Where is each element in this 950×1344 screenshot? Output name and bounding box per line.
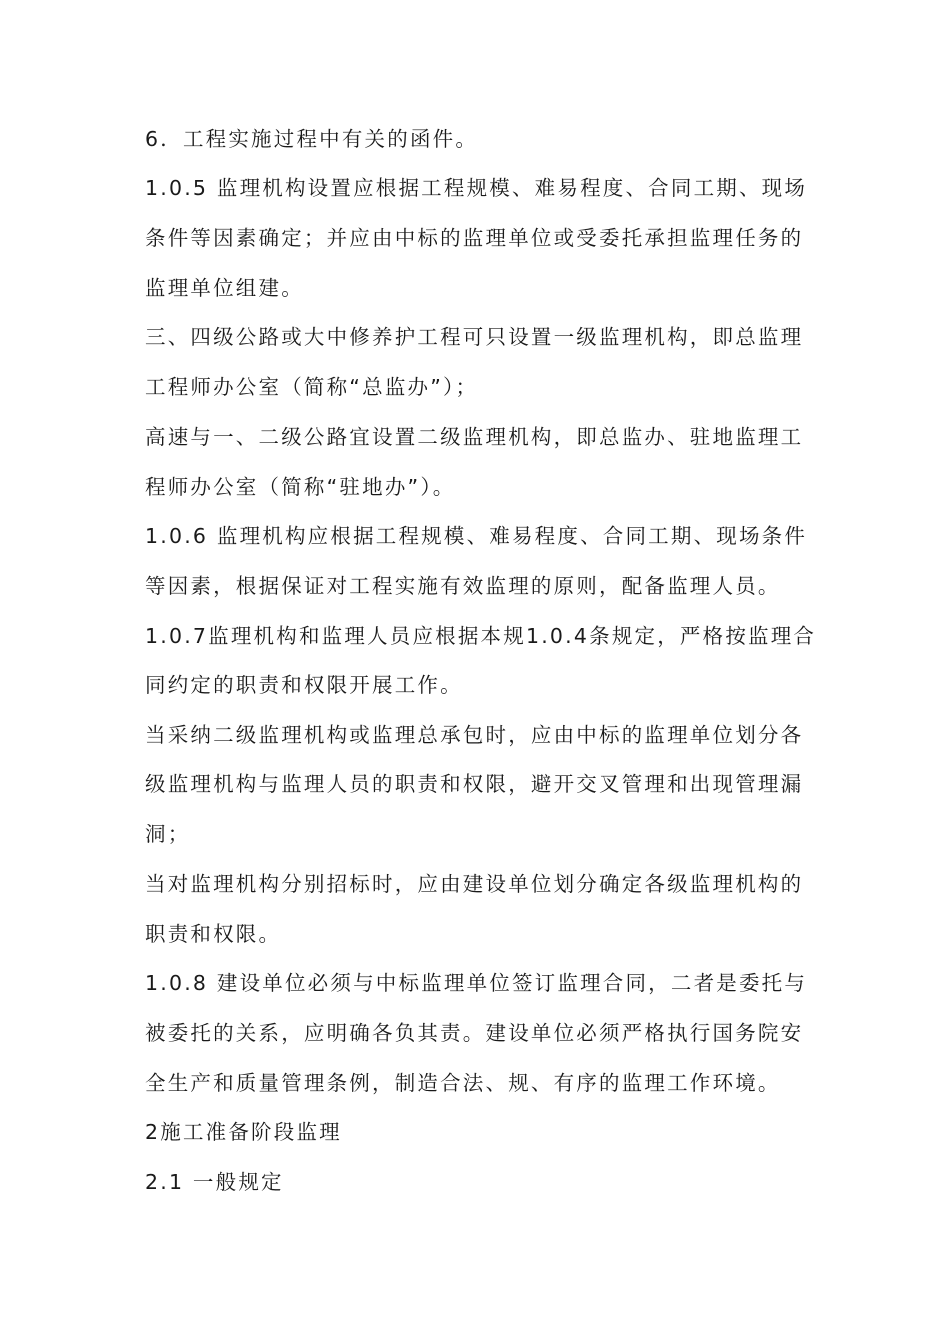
text-line: 职责和权限。 [145, 922, 282, 946]
text-line: 监理单位组建。 [145, 276, 304, 300]
text-line: 等因素，根据保证对工程实施有效监理的原则，配备监理人员。 [145, 574, 781, 598]
text-line: 三、四级公路或大中修养护工程可只设置一级监理机构，即总监理 [145, 325, 804, 349]
text-line: 洞； [145, 822, 191, 846]
clause-1-0-8-line: 1.0.8 建设单位必须与中标监理单位签订监理合同，二者是委托与 [145, 971, 808, 995]
text-line: 级监理机构与监理人员的职责和权限，避开交叉管理和出现管理漏 [145, 772, 804, 796]
text-line: 6．工程实施过程中有关的函件。 [145, 127, 479, 151]
text-line: 条件等因素确定；并应由中标的监理单位或受委托承担监理任务的 [145, 226, 804, 250]
clause-1-0-7-line: 1.0.7监理机构和监理人员应根据本规1.0.4条规定，严格按监理合 [145, 624, 817, 648]
text-line: 同约定的职责和权限开展工作。 [145, 673, 463, 697]
text-line: 程师办公室（简称“驻地办”）。 [145, 475, 456, 499]
section-heading: 2施工准备阶段监理 [145, 1120, 342, 1144]
text-line: 被委托的关系，应明确各负其责。建设单位必须严格执行国务院安 [145, 1021, 804, 1045]
text-line: 全生产和质量管理条例，制造合法、规、有序的监理工作环境。 [145, 1071, 781, 1095]
text-line: 当采纳二级监理机构或监理总承包时，应由中标的监理单位划分各 [145, 723, 804, 747]
text-line: 工程师办公室（简称“总监办”）； [145, 375, 479, 399]
text-line: 当对监理机构分别招标时，应由建设单位划分确定各级监理机构的 [145, 872, 804, 896]
text-line: 高速与一、二级公路宜设置二级监理机构，即总监办、驻地监理工 [145, 425, 804, 449]
clause-1-0-6-line: 1.0.6 监理机构应根据工程规模、难易程度、合同工期、现场条件 [145, 524, 808, 548]
clause-1-0-5-line: 1.0.5 监理机构设置应根据工程规模、难易程度、合同工期、现场 [145, 176, 808, 200]
subsection-heading: 2.1 一般规定 [145, 1170, 284, 1194]
